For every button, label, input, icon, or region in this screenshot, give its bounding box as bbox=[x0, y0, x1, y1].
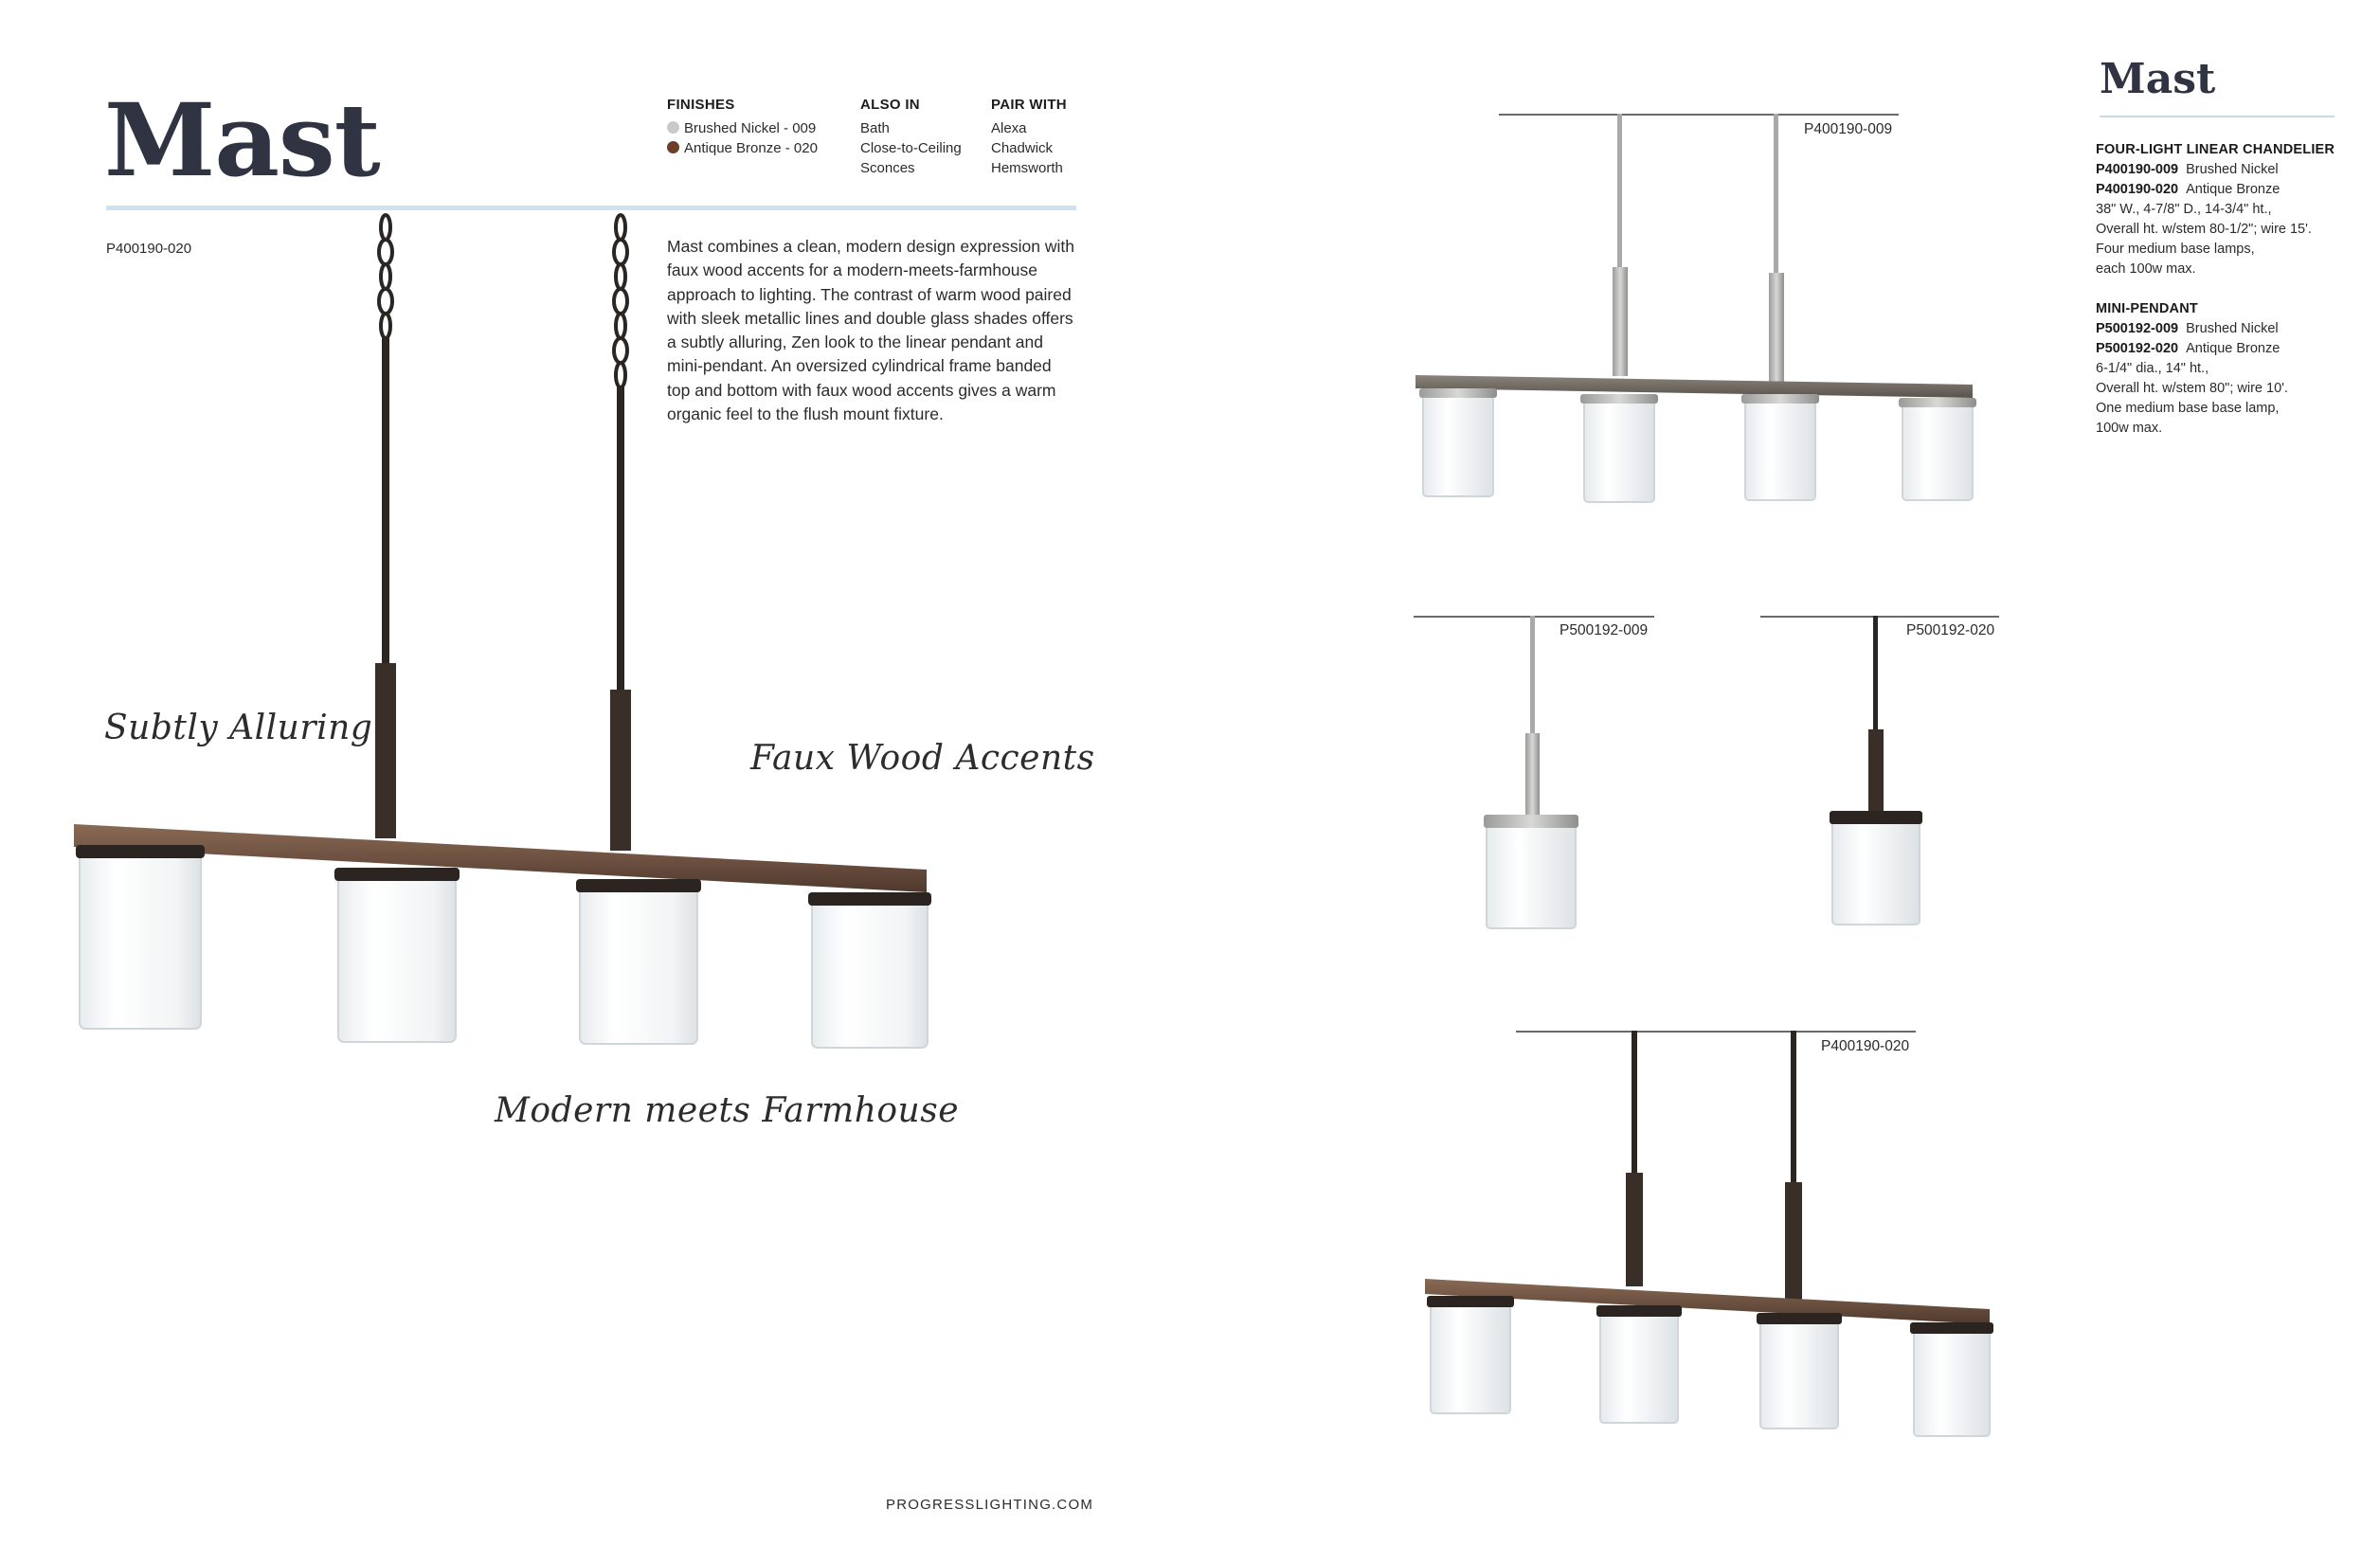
right-page-title: Mast bbox=[2100, 55, 2216, 103]
hero-chandelier-image bbox=[0, 0, 1080, 1080]
footer-website[interactable]: PROGRESSLIGHTING.COM bbox=[886, 1497, 1094, 1513]
chandelier-spec-heading: FOUR-LIGHT LINEAR CHANDELIER bbox=[2096, 142, 2335, 157]
also-in-item: Bath bbox=[860, 120, 890, 136]
pendant-spec-block bbox=[2096, 299, 2371, 439]
pair-with-item: Hemsworth bbox=[991, 160, 1063, 176]
also-in-item: Close-to-Ceiling bbox=[860, 140, 962, 156]
also-in-item: Sconces bbox=[860, 160, 915, 176]
finish-label: Antique Bronze - 020 bbox=[684, 140, 818, 156]
spec-sku-code: P500192-009 bbox=[2096, 321, 2179, 336]
pair-with-item: Chadwick bbox=[991, 140, 1054, 156]
spec-sku-line bbox=[2096, 180, 2371, 200]
spec-line: One medium base base lamp, bbox=[2096, 401, 2280, 416]
spec-line: Four medium base lamps, bbox=[2096, 242, 2255, 257]
spec-sku-code: P500192-020 bbox=[2096, 341, 2179, 356]
pendant-spec-heading: MINI-PENDANT bbox=[2096, 301, 2198, 316]
spec-sku-code: P400190-020 bbox=[2096, 182, 2179, 197]
spec-line: 6-1/4" dia., 14" ht., bbox=[2096, 361, 2209, 376]
spec-line: each 100w max. bbox=[2096, 261, 2196, 277]
pendant-nickel-image bbox=[1478, 616, 1592, 938]
spec-sku-finish: Brushed Nickel bbox=[2186, 321, 2279, 336]
pair-with-item: Alexa bbox=[991, 120, 1027, 136]
product-label-chandelier-nickel: P400190-009 bbox=[1804, 121, 1893, 137]
finishes-heading: FINISHES bbox=[667, 97, 735, 113]
spec-line: Overall ht. w/stem 80"; wire 10'. bbox=[2096, 381, 2288, 396]
script-label-subtly-alluring: Subtly Alluring bbox=[104, 709, 373, 747]
page-title: Mast bbox=[104, 81, 380, 199]
finish-label: Brushed Nickel - 009 bbox=[684, 120, 817, 136]
spec-line: Overall ht. w/stem 80-1/2"; wire 15'. bbox=[2096, 222, 2312, 237]
spec-sku-line bbox=[2096, 319, 2371, 339]
product-label-pendant-bronze: P500192-020 bbox=[1906, 622, 1995, 638]
spec-line: 38" W., 4-7/8" D., 14-3/4" ht., bbox=[2096, 202, 2272, 217]
spec-sku-finish: Antique Bronze bbox=[2186, 182, 2281, 197]
spec-line: 100w max. bbox=[2096, 421, 2163, 436]
chandelier-spec-block bbox=[2096, 140, 2371, 279]
spec-sku-line bbox=[2096, 160, 2371, 180]
product-label-chandelier-bronze: P400190-020 bbox=[1821, 1038, 1910, 1054]
chandelier-bronze-image bbox=[1417, 1031, 2005, 1438]
script-label-faux-wood: Faux Wood Accents bbox=[750, 739, 1095, 778]
pair-with-heading: PAIR WITH bbox=[991, 97, 1067, 113]
pendant-bronze-image bbox=[1819, 616, 1933, 938]
chandelier-nickel-image bbox=[1402, 114, 1990, 521]
spec-sku-line bbox=[2096, 339, 2371, 359]
right-title-divider bbox=[2100, 116, 2335, 117]
spec-sku-finish: Antique Bronze bbox=[2186, 341, 2281, 356]
hero-sku-label: P400190-020 bbox=[106, 241, 192, 257]
product-description: Mast combines a clean, modern design expression with faux wood accents for a modern-meets-farmhouse approach to lighting. The contrast of warm wood paired with sleek metallic lines and double glass shades offers a subtly alluring, Zen look to the linear pendant and mini-pendant. An oversized cylindrical frame banded top and bottom with faux wood accents gives a warm organic feel to the flush mount fixture. bbox=[667, 237, 1074, 424]
spec-sku-code: P400190-009 bbox=[2096, 162, 2179, 177]
product-label-pendant-nickel: P500192-009 bbox=[1560, 622, 1649, 638]
also-in-heading: ALSO IN bbox=[860, 97, 920, 113]
spec-sku-finish: Brushed Nickel bbox=[2186, 162, 2279, 177]
script-label-modern-farmhouse: Modern meets Farmhouse bbox=[495, 1091, 960, 1130]
